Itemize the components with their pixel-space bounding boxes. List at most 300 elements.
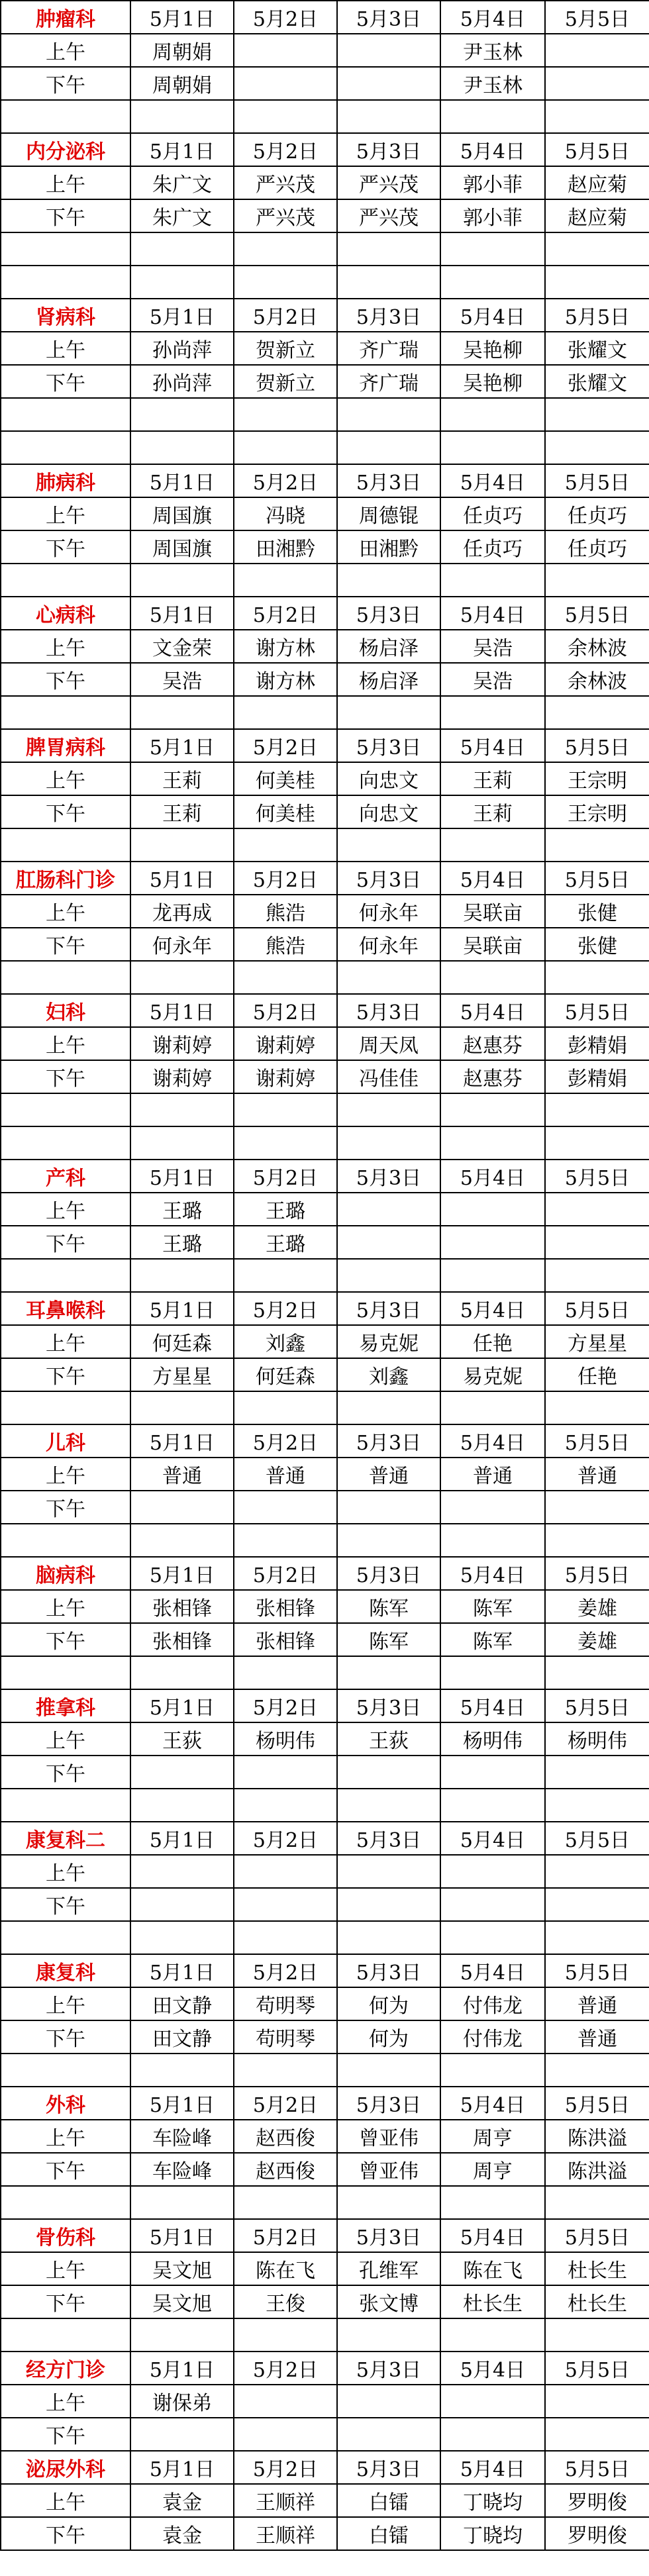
dept-header-row <box>1 133 649 166</box>
doctor-cell: 严兴茂 <box>234 166 337 199</box>
empty-cell <box>337 696 440 729</box>
doctor-cell: 王莉 <box>130 762 234 795</box>
date-cell: 5月1日 <box>130 1557 234 1590</box>
empty-cell <box>440 1921 545 1954</box>
empty-cell <box>234 828 337 862</box>
period-label: 下午 <box>1 2285 130 2318</box>
date-cell: 5月4日 <box>440 1954 545 1987</box>
period-label: 下午 <box>1 199 130 232</box>
dept-name: 推拿科 <box>1 1689 130 1722</box>
afternoon-row <box>1 1358 649 1391</box>
spacer-row <box>1 1259 649 1292</box>
empty-cell <box>440 961 545 994</box>
empty-cell <box>440 564 545 597</box>
doctor-cell: 白镭 <box>337 2484 440 2517</box>
doctor-cell: 王莉 <box>130 795 234 828</box>
date-cell: 5月1日 <box>130 994 234 1027</box>
date-cell: 5月5日 <box>545 2451 649 2484</box>
empty-cell <box>440 828 545 862</box>
period-label: 上午 <box>1 2385 130 2418</box>
empty-cell <box>234 2318 337 2352</box>
doctor-cell <box>337 1193 440 1226</box>
doctor-cell: 冯晓 <box>234 497 337 530</box>
dept-name: 产科 <box>1 1160 130 1193</box>
morning-row <box>1 895 649 928</box>
morning-row <box>1 497 649 530</box>
doctor-cell <box>440 2385 545 2418</box>
doctor-cell <box>337 2385 440 2418</box>
morning-row <box>1 1325 649 1358</box>
doctor-cell: 赵惠芬 <box>440 1060 545 1093</box>
date-cell: 5月1日 <box>130 2352 234 2385</box>
dept-header-row <box>1 1689 649 1722</box>
date-cell: 5月4日 <box>440 1160 545 1193</box>
doctor-cell <box>440 1491 545 1524</box>
date-cell: 5月3日 <box>337 2352 440 2385</box>
doctor-cell: 王顺祥 <box>234 2484 337 2517</box>
empty-cell <box>440 1391 545 1424</box>
doctor-cell: 普通 <box>130 1458 234 1491</box>
doctor-cell <box>234 2385 337 2418</box>
date-cell: 5月5日 <box>545 1424 649 1458</box>
spacer-row <box>1 2318 649 2352</box>
doctor-cell: 普通 <box>545 1987 649 2020</box>
period-label: 下午 <box>1 795 130 828</box>
date-cell: 5月3日 <box>337 994 440 1027</box>
empty-cell <box>337 1789 440 1822</box>
empty-cell <box>130 1126 234 1160</box>
date-cell: 5月5日 <box>545 597 649 630</box>
period-label: 下午 <box>1 2020 130 2054</box>
date-cell: 5月4日 <box>440 1424 545 1458</box>
dept-name: 内分泌科 <box>1 133 130 166</box>
doctor-cell <box>545 2385 649 2418</box>
empty-cell <box>337 564 440 597</box>
doctor-cell <box>130 1888 234 1921</box>
empty-cell <box>130 696 234 729</box>
date-cell: 5月2日 <box>234 1689 337 1722</box>
dept-name: 儿科 <box>1 1424 130 1458</box>
dept-header-row <box>1 1954 649 1987</box>
date-cell: 5月5日 <box>545 464 649 497</box>
doctor-cell: 吴艳柳 <box>440 365 545 398</box>
date-cell: 5月3日 <box>337 1292 440 1325</box>
empty-cell <box>130 1524 234 1557</box>
date-cell: 5月1日 <box>130 1 234 34</box>
empty-cell <box>440 1789 545 1822</box>
empty-cell <box>440 100 545 133</box>
doctor-cell: 何永年 <box>130 928 234 961</box>
doctor-cell: 周国旗 <box>130 530 234 564</box>
doctor-cell: 周天凤 <box>337 1027 440 1060</box>
doctor-cell: 杜长生 <box>545 2252 649 2285</box>
dept-name: 康复科二 <box>1 1822 130 1855</box>
doctor-cell: 田文静 <box>130 1987 234 2020</box>
empty-cell <box>130 564 234 597</box>
empty-cell <box>337 100 440 133</box>
morning-row <box>1 2120 649 2153</box>
dept-name: 耳鼻喉科 <box>1 1292 130 1325</box>
doctor-cell: 杨启泽 <box>337 630 440 663</box>
dept-name: 脑病科 <box>1 1557 130 1590</box>
doctor-cell: 普通 <box>337 1458 440 1491</box>
doctor-cell: 陈军 <box>337 1590 440 1623</box>
doctor-cell <box>337 1756 440 1789</box>
afternoon-row <box>1 199 649 232</box>
empty-cell <box>440 2054 545 2087</box>
afternoon-row <box>1 2285 649 2318</box>
date-cell: 5月3日 <box>337 1557 440 1590</box>
date-cell: 5月3日 <box>337 133 440 166</box>
empty-cell <box>130 1656 234 1689</box>
morning-row <box>1 34 649 67</box>
date-cell: 5月5日 <box>545 1954 649 1987</box>
date-cell: 5月1日 <box>130 2451 234 2484</box>
empty-cell <box>440 2186 545 2219</box>
dept-header-row <box>1 1292 649 1325</box>
date-cell: 5月2日 <box>234 2219 337 2252</box>
period-label: 上午 <box>1 2120 130 2153</box>
doctor-cell: 周德锟 <box>337 497 440 530</box>
empty-cell <box>234 1259 337 1292</box>
empty-cell <box>545 1259 649 1292</box>
empty-cell <box>545 1656 649 1689</box>
doctor-cell: 赵应菊 <box>545 166 649 199</box>
dept-header-row <box>1 1424 649 1458</box>
period-label: 上午 <box>1 1027 130 1060</box>
period-label: 下午 <box>1 1060 130 1093</box>
empty-cell <box>234 398 337 431</box>
doctor-cell: 周朝娟 <box>130 34 234 67</box>
empty-cell <box>130 232 234 266</box>
doctor-cell: 严兴茂 <box>234 199 337 232</box>
doctor-cell: 吴文旭 <box>130 2285 234 2318</box>
doctor-cell: 王莉 <box>440 795 545 828</box>
spacer-row <box>1 2054 649 2087</box>
period-label: 下午 <box>1 2517 130 2550</box>
doctor-cell <box>130 1756 234 1789</box>
doctor-cell: 赵西俊 <box>234 2153 337 2186</box>
doctor-cell: 王宗明 <box>545 795 649 828</box>
afternoon-row <box>1 1888 649 1921</box>
spacer-row <box>1 564 649 597</box>
empty-cell <box>440 2318 545 2352</box>
empty-cell <box>440 431 545 464</box>
empty-cell <box>337 266 440 299</box>
empty-cell <box>1 2186 130 2219</box>
empty-cell <box>337 1093 440 1126</box>
date-cell: 5月5日 <box>545 2352 649 2385</box>
date-cell: 5月1日 <box>130 1689 234 1722</box>
date-cell: 5月3日 <box>337 2451 440 2484</box>
empty-cell <box>234 266 337 299</box>
spacer-row <box>1 232 649 266</box>
spacer-row <box>1 1789 649 1822</box>
empty-cell <box>440 398 545 431</box>
doctor-cell: 陈军 <box>440 1590 545 1623</box>
doctor-cell <box>337 2418 440 2451</box>
date-cell: 5月3日 <box>337 862 440 895</box>
afternoon-row <box>1 928 649 961</box>
empty-cell <box>234 1391 337 1424</box>
dept-name: 肺病科 <box>1 464 130 497</box>
empty-cell <box>130 431 234 464</box>
dept-header-row <box>1 2087 649 2120</box>
period-label: 上午 <box>1 332 130 365</box>
doctor-cell: 苟明琴 <box>234 2020 337 2054</box>
empty-cell <box>337 2054 440 2087</box>
date-cell: 5月2日 <box>234 1424 337 1458</box>
doctor-cell: 张耀文 <box>545 332 649 365</box>
date-cell: 5月4日 <box>440 862 545 895</box>
doctor-cell: 刘鑫 <box>337 1358 440 1391</box>
empty-cell <box>545 1524 649 1557</box>
date-cell: 5月5日 <box>545 1160 649 1193</box>
empty-cell <box>440 1656 545 1689</box>
doctor-cell: 赵应菊 <box>545 199 649 232</box>
doctor-cell: 余林波 <box>545 630 649 663</box>
date-cell: 5月3日 <box>337 299 440 332</box>
doctor-cell: 张相锋 <box>234 1590 337 1623</box>
doctor-cell: 任贞巧 <box>440 497 545 530</box>
doctor-cell: 普通 <box>545 2020 649 2054</box>
doctor-cell: 陈军 <box>440 1623 545 1656</box>
doctor-cell: 任艳 <box>545 1358 649 1391</box>
doctor-cell <box>234 1888 337 1921</box>
empty-cell <box>234 2186 337 2219</box>
morning-row <box>1 1855 649 1888</box>
doctor-cell: 何美桂 <box>234 795 337 828</box>
date-cell: 5月1日 <box>130 1822 234 1855</box>
empty-cell <box>440 232 545 266</box>
date-cell: 5月1日 <box>130 597 234 630</box>
empty-cell <box>337 398 440 431</box>
doctor-cell: 何美桂 <box>234 762 337 795</box>
doctor-cell: 孙尚萍 <box>130 365 234 398</box>
doctor-cell: 何永年 <box>337 928 440 961</box>
date-cell: 5月1日 <box>130 133 234 166</box>
empty-cell <box>1 564 130 597</box>
empty-cell <box>337 828 440 862</box>
doctor-cell: 彭精娟 <box>545 1027 649 1060</box>
spacer-row <box>1 2186 649 2219</box>
doctor-cell: 任贞巧 <box>440 530 545 564</box>
empty-cell <box>1 398 130 431</box>
empty-cell <box>440 1524 545 1557</box>
date-cell: 5月1日 <box>130 1424 234 1458</box>
empty-cell <box>337 961 440 994</box>
doctor-cell: 张耀文 <box>545 365 649 398</box>
dept-name: 骨伤科 <box>1 2219 130 2252</box>
afternoon-row <box>1 2517 649 2550</box>
empty-cell <box>545 1093 649 1126</box>
empty-cell <box>234 1126 337 1160</box>
date-cell: 5月3日 <box>337 597 440 630</box>
spacer-row <box>1 1921 649 1954</box>
doctor-cell: 孔维军 <box>337 2252 440 2285</box>
doctor-cell <box>234 2418 337 2451</box>
doctor-cell: 何廷森 <box>234 1358 337 1391</box>
morning-row <box>1 166 649 199</box>
doctor-cell: 王璐 <box>130 1226 234 1259</box>
date-cell: 5月3日 <box>337 2219 440 2252</box>
doctor-cell: 周朝娟 <box>130 67 234 100</box>
empty-cell <box>130 100 234 133</box>
doctor-cell <box>440 1193 545 1226</box>
morning-row <box>1 1193 649 1226</box>
date-cell: 5月4日 <box>440 2087 545 2120</box>
dept-header-row <box>1 464 649 497</box>
date-cell: 5月4日 <box>440 2451 545 2484</box>
doctor-cell: 郭小菲 <box>440 199 545 232</box>
morning-row <box>1 2252 649 2285</box>
dept-name: 肛肠科门诊 <box>1 862 130 895</box>
empty-cell <box>234 1524 337 1557</box>
doctor-cell: 王顺祥 <box>234 2517 337 2550</box>
doctor-cell: 严兴茂 <box>337 166 440 199</box>
dept-header-row <box>1 299 649 332</box>
afternoon-row <box>1 1623 649 1656</box>
dept-header-row <box>1 2352 649 2385</box>
doctor-cell <box>545 1226 649 1259</box>
date-cell: 5月3日 <box>337 1 440 34</box>
afternoon-row <box>1 365 649 398</box>
doctor-cell: 姜雄 <box>545 1590 649 1623</box>
afternoon-row <box>1 663 649 696</box>
doctor-cell: 曾亚伟 <box>337 2120 440 2153</box>
doctor-cell: 谢保弟 <box>130 2385 234 2418</box>
empty-cell <box>337 1656 440 1689</box>
empty-cell <box>337 1391 440 1424</box>
doctor-cell: 杜长生 <box>440 2285 545 2318</box>
period-label: 上午 <box>1 1458 130 1491</box>
date-cell: 5月2日 <box>234 1292 337 1325</box>
afternoon-row <box>1 67 649 100</box>
period-label: 下午 <box>1 2153 130 2186</box>
spacer-row <box>1 266 649 299</box>
date-cell: 5月1日 <box>130 299 234 332</box>
doctor-cell: 谢方林 <box>234 630 337 663</box>
doctor-cell: 赵西俊 <box>234 2120 337 2153</box>
period-label: 下午 <box>1 1491 130 1524</box>
empty-cell <box>545 431 649 464</box>
doctor-cell <box>337 1855 440 1888</box>
doctor-cell <box>130 1491 234 1524</box>
doctor-cell: 张相锋 <box>234 1623 337 1656</box>
date-cell: 5月2日 <box>234 2352 337 2385</box>
doctor-cell: 向忠文 <box>337 795 440 828</box>
doctor-cell: 周国旗 <box>130 497 234 530</box>
empty-cell <box>130 828 234 862</box>
date-cell: 5月4日 <box>440 133 545 166</box>
doctor-cell: 苟明琴 <box>234 1987 337 2020</box>
empty-cell <box>545 100 649 133</box>
date-cell: 5月4日 <box>440 1689 545 1722</box>
dept-header-row <box>1 729 649 762</box>
dept-header-row <box>1 2219 649 2252</box>
doctor-cell: 贺新立 <box>234 365 337 398</box>
doctor-cell: 熊浩 <box>234 928 337 961</box>
doctor-cell: 谢莉婷 <box>130 1027 234 1060</box>
empty-cell <box>234 232 337 266</box>
doctor-cell: 谢方林 <box>234 663 337 696</box>
date-cell: 5月5日 <box>545 1822 649 1855</box>
date-cell: 5月1日 <box>130 2087 234 2120</box>
doctor-cell: 贺新立 <box>234 332 337 365</box>
spacer-row <box>1 1524 649 1557</box>
morning-row <box>1 630 649 663</box>
empty-cell <box>130 266 234 299</box>
empty-cell <box>545 564 649 597</box>
afternoon-row <box>1 2153 649 2186</box>
dept-header-row <box>1 1822 649 1855</box>
doctor-cell: 吴文旭 <box>130 2252 234 2285</box>
date-cell: 5月2日 <box>234 862 337 895</box>
period-label: 上午 <box>1 1193 130 1226</box>
date-cell: 5月4日 <box>440 994 545 1027</box>
doctor-cell: 罗明俊 <box>545 2484 649 2517</box>
empty-cell <box>440 1259 545 1292</box>
doctor-cell <box>545 1193 649 1226</box>
doctor-cell: 丁晓均 <box>440 2484 545 2517</box>
doctor-cell: 陈在飞 <box>234 2252 337 2285</box>
dept-header-row <box>1 597 649 630</box>
empty-cell <box>545 232 649 266</box>
empty-cell <box>545 696 649 729</box>
period-label: 上午 <box>1 1855 130 1888</box>
spacer-row <box>1 1391 649 1424</box>
afternoon-row <box>1 1226 649 1259</box>
empty-cell <box>1 266 130 299</box>
empty-cell <box>1 1524 130 1557</box>
period-label: 下午 <box>1 1623 130 1656</box>
afternoon-row <box>1 1491 649 1524</box>
date-cell: 5月4日 <box>440 464 545 497</box>
doctor-cell: 文金荣 <box>130 630 234 663</box>
date-cell: 5月5日 <box>545 1292 649 1325</box>
date-cell: 5月4日 <box>440 1 545 34</box>
doctor-cell: 朱广文 <box>130 166 234 199</box>
doctor-cell: 曾亚伟 <box>337 2153 440 2186</box>
morning-row <box>1 1458 649 1491</box>
spacer-row <box>1 100 649 133</box>
period-label: 下午 <box>1 67 130 100</box>
empty-cell <box>1 1656 130 1689</box>
date-cell: 5月1日 <box>130 862 234 895</box>
doctor-cell: 何为 <box>337 1987 440 2020</box>
date-cell: 5月3日 <box>337 729 440 762</box>
doctor-cell <box>234 34 337 67</box>
doctor-cell: 普通 <box>545 1458 649 1491</box>
date-cell: 5月4日 <box>440 299 545 332</box>
dept-name: 康复科 <box>1 1954 130 1987</box>
date-cell: 5月5日 <box>545 2087 649 2120</box>
afternoon-row <box>1 2418 649 2451</box>
empty-cell <box>440 696 545 729</box>
doctor-cell: 陈在飞 <box>440 2252 545 2285</box>
doctor-cell: 王荻 <box>130 1722 234 1756</box>
doctor-cell: 姜雄 <box>545 1623 649 1656</box>
doctor-cell: 张相锋 <box>130 1623 234 1656</box>
empty-cell <box>1 1789 130 1822</box>
date-cell: 5月5日 <box>545 1 649 34</box>
period-label: 上午 <box>1 1987 130 2020</box>
empty-cell <box>234 431 337 464</box>
doctor-cell: 谢莉婷 <box>234 1027 337 1060</box>
period-label: 下午 <box>1 1226 130 1259</box>
doctor-cell <box>337 34 440 67</box>
doctor-cell: 丁晓均 <box>440 2517 545 2550</box>
